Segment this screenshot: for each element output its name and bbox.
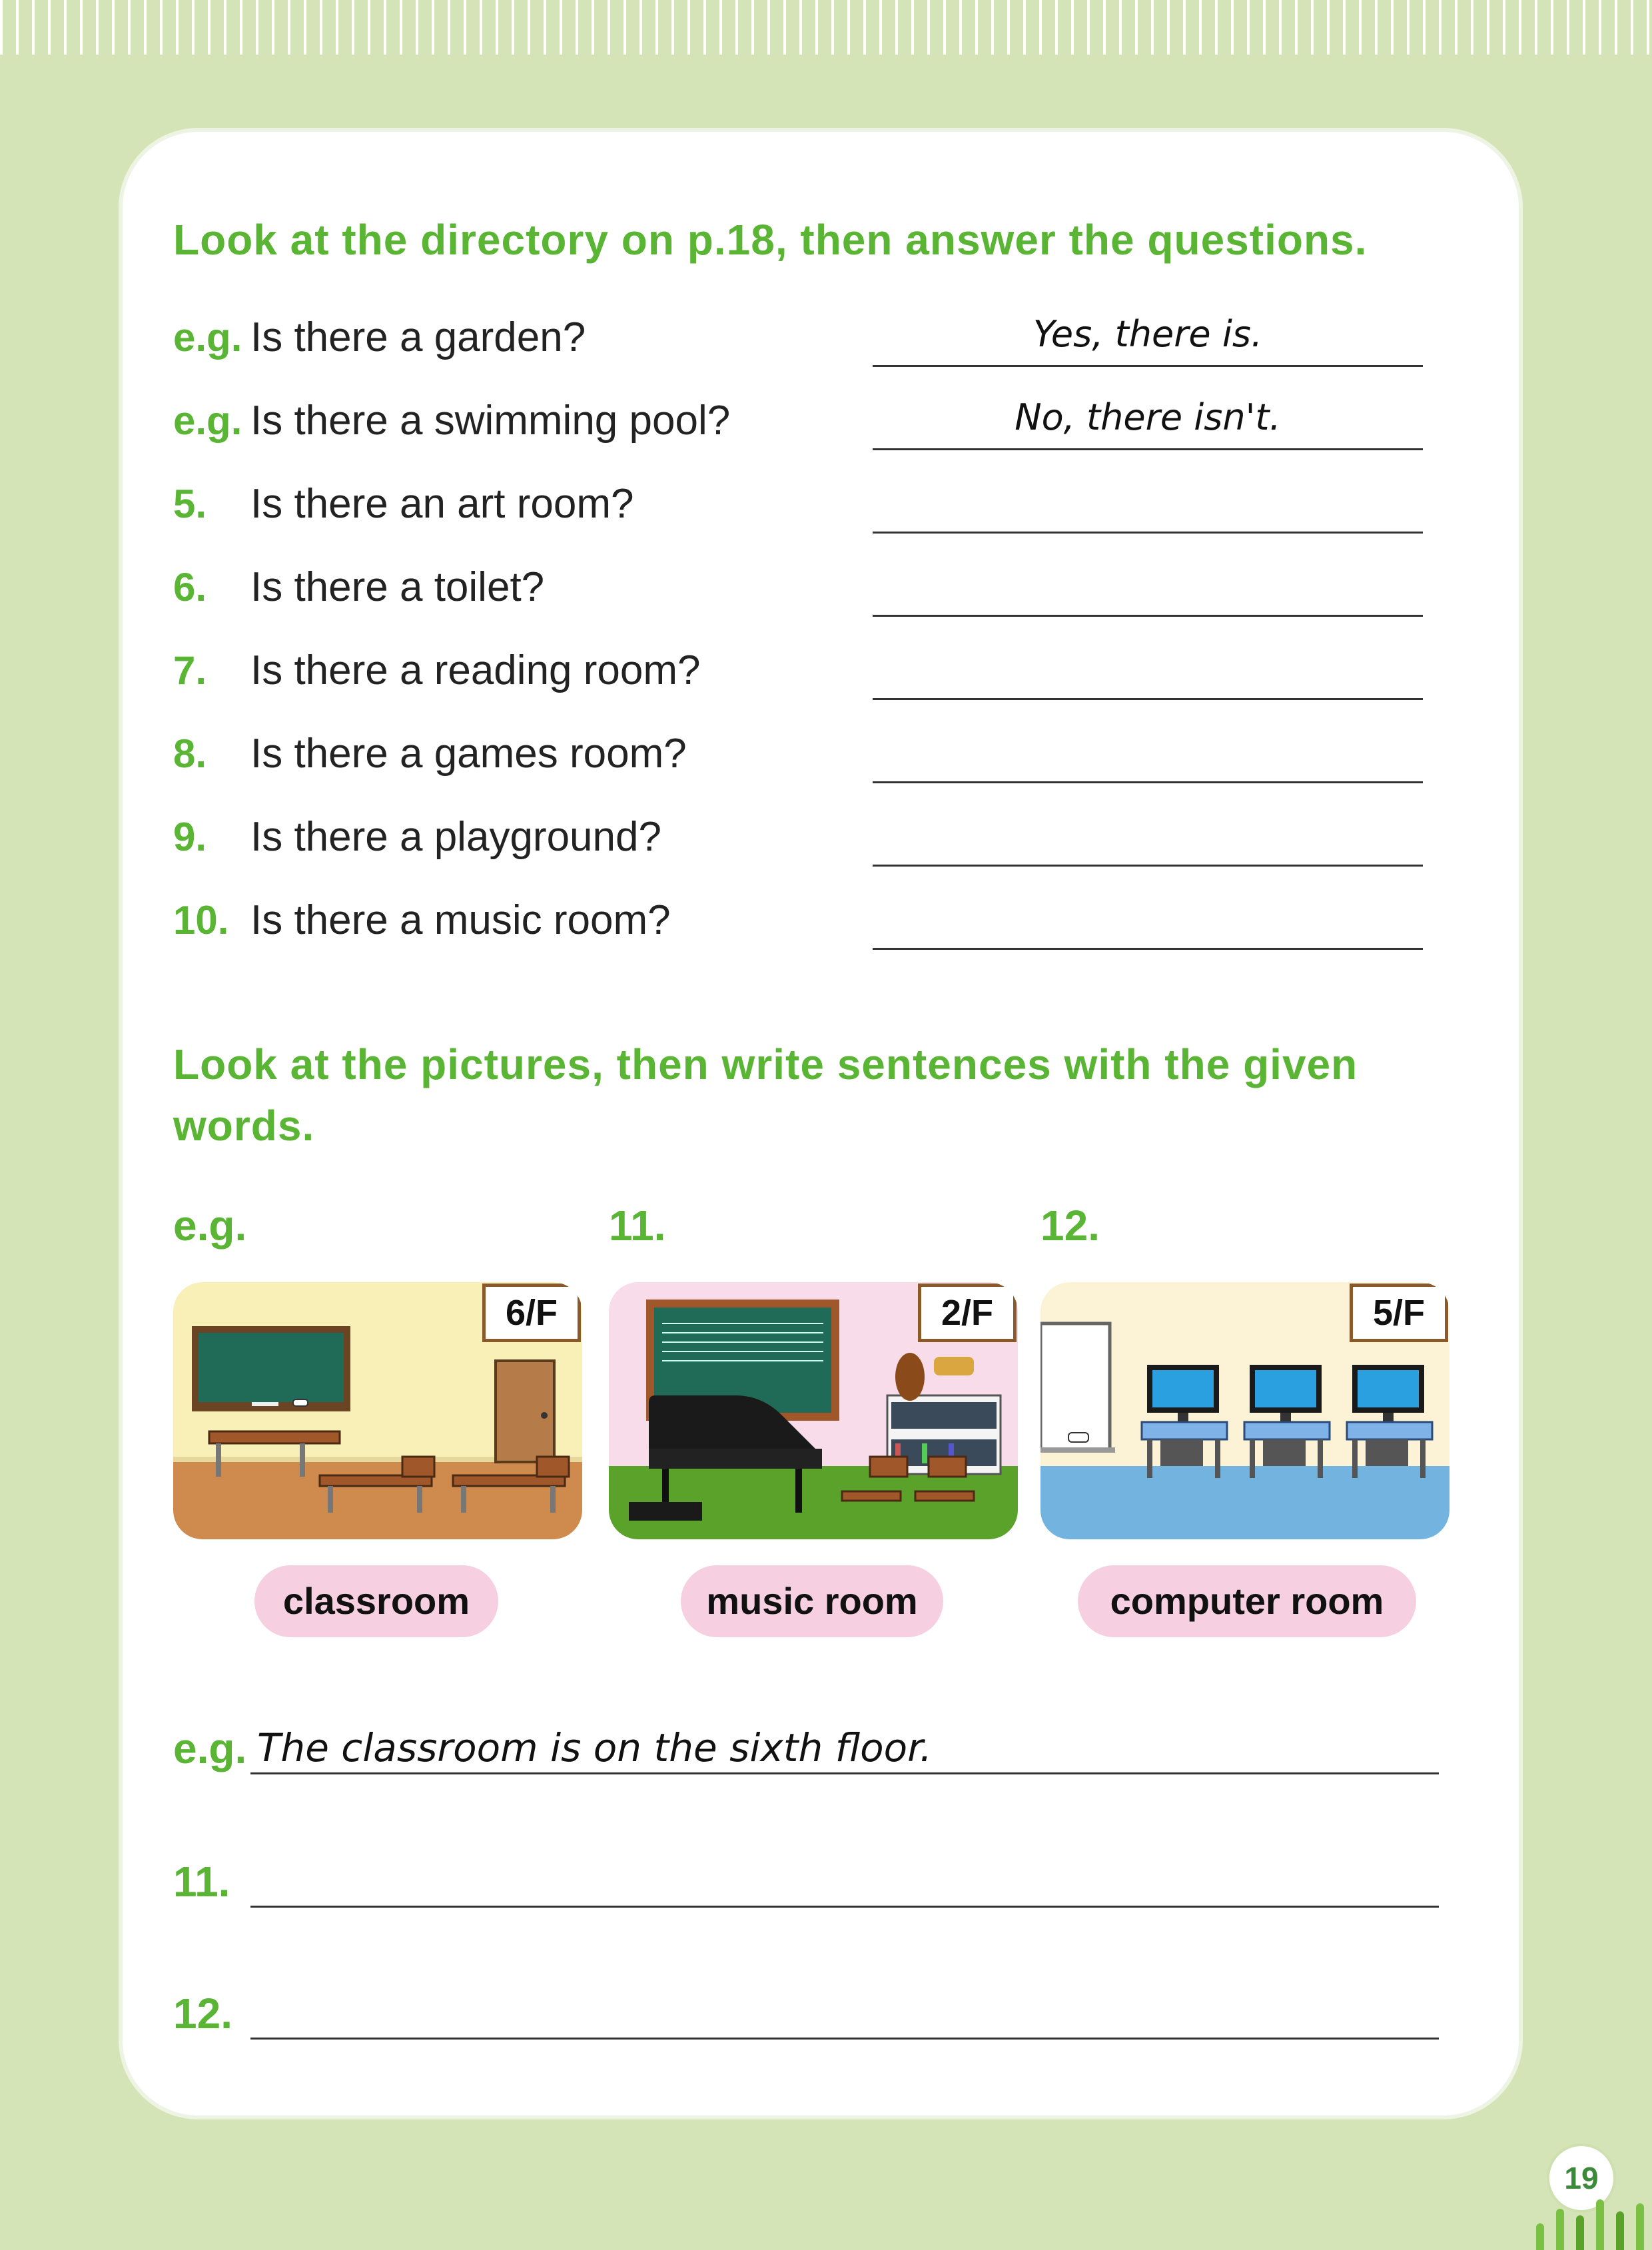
sentence-answer-field[interactable]: The classroom is on the sixth floor. (257, 1725, 933, 1770)
section1-heading: Look at the directory on p.18, then answer the questions. (173, 216, 1368, 264)
floor-badge: 5/F (1350, 1284, 1448, 1342)
computer-room-picture (1040, 1282, 1449, 1539)
question-number: 6. (173, 565, 207, 609)
question-number: e.g. (173, 315, 242, 360)
answer-line (873, 448, 1423, 450)
decorative-bars (1532, 2198, 1652, 2250)
word-pill: music room (681, 1565, 943, 1637)
question-row (173, 468, 1426, 541)
question-text: Is there a swimming pool? (250, 398, 731, 444)
floor-badge: 2/F (918, 1284, 1017, 1342)
sentence-row (173, 1970, 1439, 2044)
question-text: Is there a games room? (250, 731, 687, 777)
section2-heading-line2: words. (173, 1102, 315, 1150)
picture-label: 12. (1040, 1202, 1100, 1250)
answer-line (873, 365, 1423, 367)
answer-line (873, 781, 1423, 783)
question-row (173, 884, 1426, 957)
question-text: Is there a garden? (250, 314, 586, 360)
sentence-row (173, 1838, 1439, 1912)
answer-line (250, 1906, 1439, 1908)
music-room-picture (609, 1282, 1018, 1539)
question-text: Is there a music room? (250, 897, 671, 943)
answer-field[interactable]: Yes, there is. (1032, 313, 1263, 355)
sentence-row (173, 1705, 1439, 1778)
question-row (173, 801, 1426, 874)
question-number: e.g. (173, 398, 242, 443)
answer-line (873, 865, 1423, 867)
answer-field[interactable]: No, there isn't. (1015, 396, 1281, 438)
picture-label: e.g. (173, 1202, 247, 1250)
answer-line (250, 2038, 1439, 2040)
sentence-number: 12. (173, 1990, 232, 2038)
question-row (173, 301, 1426, 374)
picture-label: 11. (609, 1202, 666, 1250)
question-number: 5. (173, 482, 207, 526)
sentence-number: 11. (173, 1858, 230, 1906)
section2-heading-line1: Look at the pictures, then write sentences with the given (173, 1040, 1358, 1088)
word-pill: classroom (254, 1565, 498, 1637)
question-number: 7. (173, 648, 207, 693)
question-number: 9. (173, 815, 207, 859)
question-text: Is there a reading room? (250, 647, 701, 693)
answer-line (873, 532, 1423, 534)
question-text: Is there an art room? (250, 481, 634, 527)
classroom-picture (173, 1282, 582, 1539)
question-text: Is there a playground? (250, 814, 661, 860)
question-row (173, 384, 1426, 458)
floor-badge: 6/F (482, 1284, 581, 1342)
question-row (173, 634, 1426, 707)
question-number: 8. (173, 731, 207, 776)
top-stripe-border (0, 0, 1652, 55)
answer-line (250, 1772, 1439, 1774)
word-pill: computer room (1078, 1565, 1416, 1637)
question-text: Is there a toilet? (250, 564, 545, 610)
question-row (173, 551, 1426, 624)
page-number: 19 (1547, 2143, 1616, 2213)
sentence-number: e.g. (173, 1724, 247, 1772)
answer-line (873, 698, 1423, 700)
question-number: 10. (173, 898, 229, 942)
question-row (173, 717, 1426, 791)
answer-line (873, 948, 1423, 950)
answer-line (873, 615, 1423, 617)
